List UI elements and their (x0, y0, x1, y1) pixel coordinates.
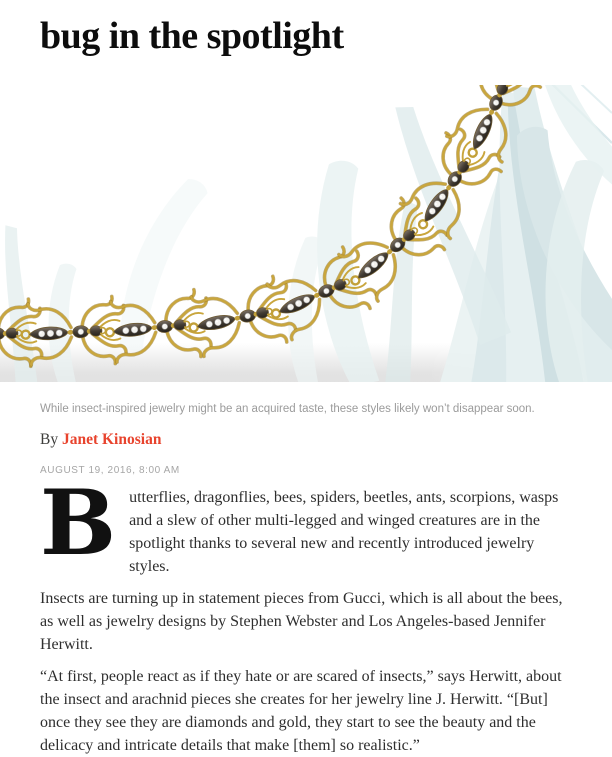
article-page (0, 14, 612, 757)
paragraph-1-text: utterflies, dragonflies, bees, spiders, beetles, ants, scorpions, wasps and a slew of other multi-legged and winged creatures are in the spotlight thanks to several new and recently introduced jewelry styles. (129, 489, 559, 575)
publish-date: AUGUST 19, 2016, 8:00 AM (40, 465, 180, 476)
byline (40, 430, 572, 449)
paragraph-3: “At first, people react as if they hate or are scared of insects,” says Herwitt, about the insect and arachnid pieces she creates for her jewelry line J. Herwitt. “[But] once they see they are diamonds and gold, they start to see the beauty and the delicacy and intricate details that make [them] so realistic.” (40, 668, 562, 754)
paragraph-2: Insects are turning up in statement pieces from Gucci, which is all about the bees, as well as jewelry designs by Stephen Webster and Los Angeles-based Jennifer Herwitt. (40, 590, 563, 653)
drop-cap: B (40, 470, 117, 576)
page-title: bug in the spotlight (40, 15, 344, 57)
photo-caption: While insect-inspired jewelry might be an acquired taste, these styles likely won’t disappear soon. (40, 403, 535, 415)
author-link[interactable]: Janet Kinosian (61, 431, 162, 448)
hero-image (0, 85, 612, 382)
byline-prefix: By (40, 431, 59, 448)
